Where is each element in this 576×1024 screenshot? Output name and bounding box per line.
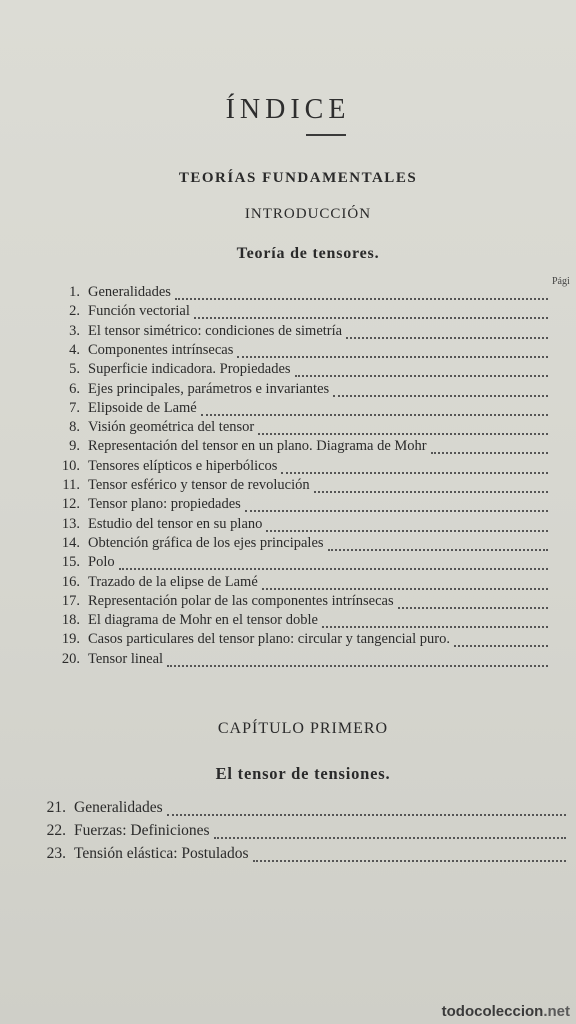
leader-dots — [194, 316, 548, 319]
toc-entry-number: 22. — [46, 822, 66, 839]
toc-entry-title: El diagrama de Mohr en el tensor doble — [88, 612, 318, 629]
toc-entry-number: 6. — [69, 380, 80, 397]
toc-entry-number: 3. — [69, 322, 80, 339]
toc-entry-number: 19. — [61, 631, 80, 648]
leader-dots — [245, 509, 548, 512]
toc-entry-number: 14. — [61, 534, 80, 551]
chapter-topic-heading: El tensor de tensiones. — [215, 764, 391, 783]
leader-dots — [333, 394, 548, 397]
toc-entry-title: Generalidades — [74, 799, 163, 816]
watermark-tld: .net — [543, 1003, 570, 1020]
leader-dots — [237, 355, 548, 358]
leader-dots — [167, 664, 548, 667]
leader-dots — [175, 297, 548, 300]
toc-entry-number: 11. — [62, 477, 80, 493]
toc-entry-number: 4. — [69, 341, 80, 358]
toc-entry-title: Tensor plano: propiedades — [88, 496, 241, 513]
leader-dots — [266, 529, 548, 532]
toc-entry-number: 7. — [69, 399, 80, 416]
watermark — [442, 1003, 570, 1020]
toc-entry-title: Función vectorial — [88, 303, 190, 320]
page-title: ÍNDICE — [225, 94, 351, 125]
toc-entry-number: 1. — [69, 284, 80, 300]
toc-entry-number: 16. — [61, 573, 80, 590]
toc-entry-title: Componentes intrínsecas — [88, 341, 234, 358]
title-rule — [306, 134, 346, 136]
toc-entry-number: 8. — [69, 419, 80, 436]
toc-entry-title: Tensor lineal — [88, 650, 164, 667]
toc-entry-title: Tensores elípticos e hiperbólicos — [88, 457, 278, 474]
toc-entry-title: Polo — [88, 554, 115, 571]
toc-entry-number: 12. — [61, 496, 80, 513]
toc-entry-title: Representación polar de las componentes intrínsecas — [88, 592, 394, 609]
toc-entry-number: 10. — [61, 457, 80, 474]
toc-entry-number: 2. — [69, 303, 80, 320]
topic-heading: Teoría de tensores. — [236, 245, 380, 262]
toc-entry-title: Casos particulares del tensor plano: circular y tangencial puro. — [88, 631, 450, 648]
leader-dots — [398, 606, 548, 609]
toc-entry-title: Superficie indicadora. Propiedades — [88, 361, 291, 378]
toc-entry-number: 23. — [46, 845, 66, 862]
watermark-brand: todocoleccion — [441, 1003, 544, 1020]
leader-dots — [119, 567, 548, 570]
toc-entry-title: Trazado de la elipse de Lamé — [88, 573, 258, 590]
toc-entry-number: 18. — [61, 612, 80, 629]
leader-dots — [295, 374, 548, 377]
leader-dots — [314, 490, 548, 493]
toc-entry-number: 20. — [61, 650, 80, 667]
leader-dots — [322, 625, 548, 628]
toc-entry-title: Obtención gráfica de los ejes principales — [88, 534, 324, 551]
leader-dots — [328, 548, 548, 551]
toc-entry-number: 17. — [61, 592, 80, 609]
toc-entry-title: Ejes principales, parámetros e invariantes — [88, 380, 330, 397]
leader-dots — [262, 587, 548, 590]
toc-entry-title: Tensor esférico y tensor de revolución — [88, 477, 310, 493]
leader-dots — [201, 413, 548, 416]
toc-entry-title: Generalidades — [88, 284, 171, 300]
leader-dots — [431, 451, 548, 454]
toc-entry-title: Representación del tensor en un plano. Diagrama de Mohr — [88, 438, 427, 455]
toc-entry-title: Fuerzas: Definiciones — [74, 822, 210, 839]
toc-entry-number: 15. — [61, 554, 80, 571]
toc-entry-number: 5. — [69, 361, 80, 378]
leader-dots — [253, 859, 566, 862]
toc-entry-title: Visión geométrica del tensor — [88, 419, 255, 436]
toc-entry-number: 9. — [69, 438, 80, 455]
leader-dots — [454, 644, 548, 647]
chapter-heading: CAPÍTULO PRIMERO — [217, 720, 389, 737]
toc-entry-title: Tensión elástica: Postulados — [74, 845, 249, 862]
page-column-header: Pági — [552, 276, 570, 287]
leader-dots — [346, 336, 548, 339]
leader-dots — [214, 836, 566, 839]
leader-dots — [258, 432, 548, 435]
toc-entry-title: El tensor simétrico: condiciones de simetría — [88, 322, 343, 339]
toc-entry-title: Elipsoide de Lamé — [88, 399, 197, 416]
subsection-heading: INTRODUCCIÓN — [244, 206, 372, 222]
toc-entry-title: Estudio del tensor en su plano — [88, 515, 263, 532]
leader-dots — [281, 471, 548, 474]
toc-entry-number: 13. — [61, 515, 80, 532]
leader-dots — [167, 813, 566, 816]
toc-entry-number: 21. — [46, 799, 66, 816]
section-heading: TEORÍAS FUNDAMENTALES — [178, 170, 418, 186]
